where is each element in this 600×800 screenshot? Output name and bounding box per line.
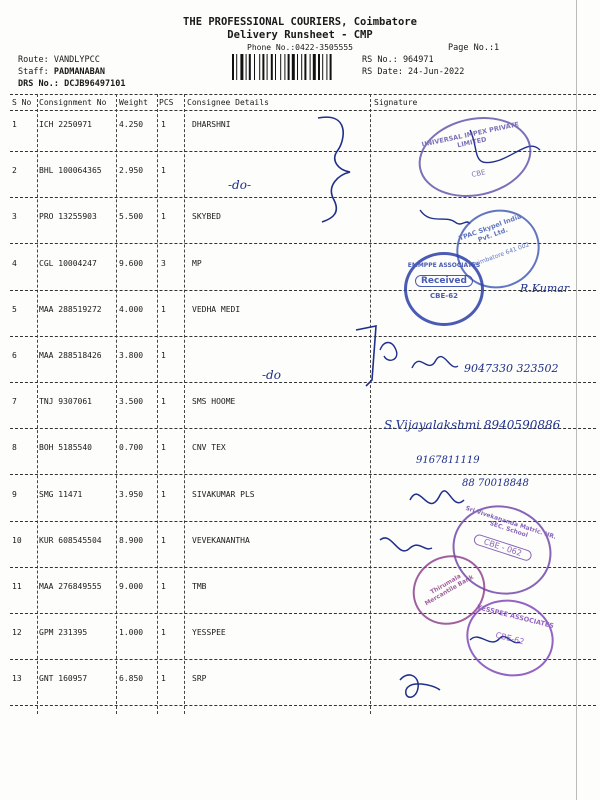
row-consignee: VEVEKANANTHA	[192, 535, 250, 545]
row-consignee: YESSPEE	[192, 628, 226, 638]
ditto-mark-row2: -do-	[228, 178, 252, 192]
row-pcs: 1	[161, 489, 166, 499]
row-sno: 7	[12, 397, 17, 407]
row-consignee: SKYBED	[192, 212, 221, 222]
row-sno: 3	[12, 212, 17, 222]
row-pcs: 1	[161, 351, 166, 360]
row-sno: 2	[12, 166, 17, 176]
handwritten-signature-row4: R.Kumar	[520, 282, 570, 295]
row-sno: 5	[12, 304, 17, 314]
row-consignment-no: SMG 11471	[39, 489, 83, 499]
row-sno: 6	[12, 351, 17, 360]
row-weight: 9.000	[119, 582, 144, 591]
row-pcs: 1	[161, 212, 166, 222]
col-header-consignee: Consignee Details	[187, 98, 269, 107]
col-header-consignment: Consignment No	[39, 98, 107, 107]
row-pcs: 1	[161, 582, 166, 591]
handwritten-phone-row9: 88 70018848	[462, 478, 529, 489]
row-pcs: 1	[161, 443, 166, 453]
col-header-sno: S No	[12, 98, 32, 107]
route-label: Route: VANDLYPCC	[18, 55, 100, 65]
row-weight: 9.600	[119, 258, 144, 268]
row-pcs: 1	[161, 304, 166, 314]
row-consignee: CNV TEX	[192, 443, 226, 453]
row-weight: 1.000	[119, 628, 144, 638]
row-consignment-no: TNJ 9307061	[39, 397, 92, 407]
row-consignee: MP	[192, 258, 202, 268]
row-sno: 12	[12, 628, 22, 638]
row-consignee: SIVAKUMAR PLS	[192, 489, 255, 499]
company-stamp-tpac: TPAC Skypel India Pvt. Ltd. Coimbatore 641 002	[445, 198, 551, 300]
row-pcs: 3	[161, 258, 166, 268]
col-header-signature: Signature	[374, 98, 418, 107]
row-sno: 8	[12, 443, 17, 453]
yesspee-stamp: YESSPEE ASSOCIATES CBE-62	[458, 590, 562, 685]
row-sno: 4	[12, 258, 17, 268]
company-title: THE PROFESSIONAL COURIERS, Coimbatore	[183, 16, 417, 28]
row-pcs: 1	[161, 120, 166, 129]
drs-label: DRS No.:	[18, 79, 59, 89]
row-sno: 13	[12, 674, 22, 684]
rs-date: RS Date: 24-Jun-2022	[362, 67, 465, 77]
row-consignment-no: PRO 13255903	[39, 212, 97, 222]
row-consignment-no: CGL 10004247	[39, 258, 97, 268]
company-phone: Phone No.:0422-3505555	[247, 43, 353, 52]
row-consignment-no: GNT 160957	[39, 674, 88, 684]
row-consignment-no: BOH 5185540	[39, 443, 92, 453]
row-pcs: 1	[161, 674, 166, 684]
row-weight: 3.500	[119, 397, 144, 407]
row-consignee: DHARSHNI	[192, 120, 231, 129]
ditto-mark-row6: -do	[262, 368, 281, 382]
row-weight: 0.700	[119, 443, 144, 453]
handwritten-phone-row6: 9047330 323502	[464, 362, 559, 375]
row-weight: 5.500	[119, 212, 144, 222]
row-pcs: 1	[161, 166, 166, 176]
staff-label: Staff:	[18, 67, 49, 77]
company-stamp-universal: UNIVERSAL IMPEX PRIVATE LIMITED CBE	[411, 107, 539, 207]
row-weight: 3.800	[119, 351, 144, 360]
bank-stamp: Thirumala Mercantile Bank	[400, 542, 498, 638]
row-consignment-no: MAA 288518426	[39, 351, 102, 360]
row-consignee: VEDHA MEDI	[192, 304, 241, 314]
row-weight: 8.900	[119, 535, 144, 545]
staff-name: PADMANABAN	[53, 67, 106, 77]
col-header-weight: Weight	[119, 98, 148, 107]
school-stamp: Sri Vivekananda Matric. HR. SEC. School CBE - 062	[441, 493, 563, 608]
row-consignee: SMS HOOME	[192, 397, 236, 407]
row-pcs: 1	[161, 397, 166, 407]
row-sno: 10	[12, 535, 22, 545]
received-stamp-emmppe: EMMPPE ASSOCIATES Received CBE-62	[404, 252, 484, 326]
row-sno: 1	[12, 120, 17, 129]
row-weight: 3.950	[119, 489, 144, 499]
row-consignment-no: KUR 608545504	[39, 535, 102, 545]
row-consignment-no: GPM 231395	[39, 628, 88, 638]
row-consignment-no: ICH 2250971	[39, 120, 92, 129]
row-pcs: 1	[161, 628, 166, 638]
row-consignment-no: MAA 276849555	[39, 582, 102, 591]
row-consignment-no: BHL 100064365	[39, 166, 102, 176]
row-pcs: 1	[161, 535, 166, 545]
row-sno: 11	[12, 582, 22, 591]
row-consignment-no: MAA 288519272	[39, 304, 102, 314]
page-number: Page No.:1	[448, 43, 500, 53]
row-sno: 9	[12, 489, 17, 499]
row-weight: 4.250	[119, 120, 144, 129]
handwritten-phone-row8: 9167811119	[416, 455, 480, 466]
row-consignee: SRP	[192, 674, 207, 684]
rs-number: RS No.: 964971	[362, 55, 434, 65]
col-header-pcs: PCS	[159, 98, 174, 107]
row-weight: 4.000	[119, 304, 144, 314]
document-title: Delivery Runsheet - CMP	[227, 29, 373, 41]
row-weight: 2.950	[119, 166, 144, 176]
handwritten-name-row7: S.Vijayalakshmi 8940590886	[384, 418, 561, 432]
row-weight: 6.850	[119, 674, 144, 684]
row-consignee: TMB	[192, 582, 207, 591]
drs-number: DCJB96497101	[64, 79, 126, 89]
